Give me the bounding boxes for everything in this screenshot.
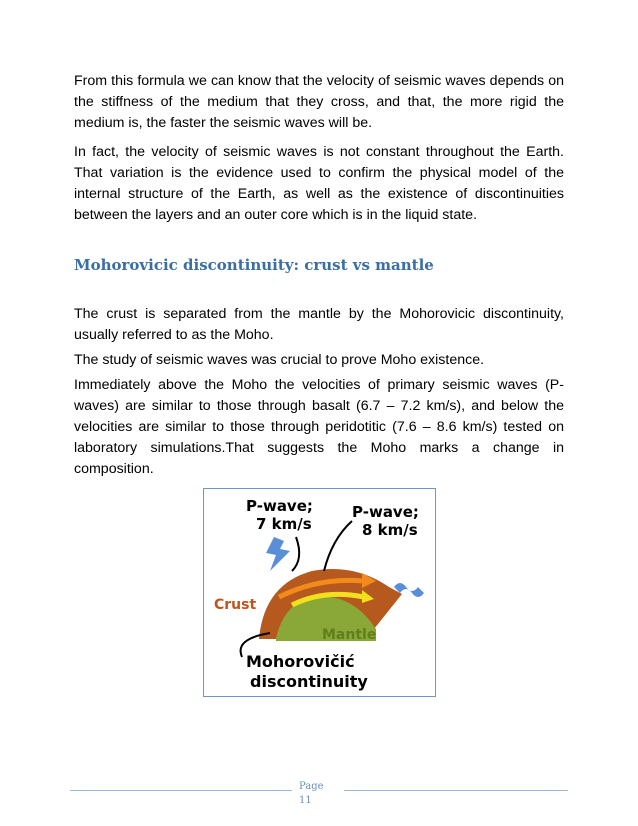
page-word: Page [299,781,324,792]
moho-diagram [204,489,434,695]
moho-label-line1: Mohorovičić [246,652,355,671]
moho-diagram-figure [203,488,436,697]
pwave-left-label-line2: 7 km/s [256,515,312,533]
paragraph-pwave-velocities: Immediately above the Moho the velocities of primary seismic waves (P-waves) are similar to those through basalt (6.7 – 7.2 km/s), and below the velocities are similar to those through peridotitic (7.6 – 8.6 km/s) tested on laboratory simulations.That suggests the Moho marks a change in composition. [74,377,564,477]
paragraph-velocity-variation: In fact, the velocity of seismic waves is not constant throughout the Earth. That variation is the evidence used to confirm the physical model of the internal structure of the Earth, as well as the existence of discontinuities between the layers and an outer core which is in the liquid state. [74,144,564,223]
pwave-left-label-line1: P-wave; [246,497,313,515]
right-pwave-pointer [324,521,352,571]
section-heading-moho: Mohorovicic discontinuity: crust vs mantle [74,256,434,274]
paragraph-seismic-study: The study of seismic waves was crucial to prove Moho existence. [74,352,485,368]
moho-label-line2: discontinuity [250,672,368,691]
earthquake-bolt-icon [266,537,290,571]
left-pwave-pointer [292,537,299,571]
page-number-block [299,780,324,808]
pwave-right-label-line1: P-wave; [352,503,419,521]
paragraph-crust-mantle: The crust is separated from the mantle by the Mohorovicic discontinuity, usually referred to as the Moho. [74,306,564,343]
footer-rule-left [70,790,292,791]
pwave-right-label-line2: 8 km/s [362,521,418,539]
crust-label: Crust [214,597,257,613]
paragraph-formula-stiffness: From this formula we can know that the velocity of seismic waves depends on the stiffness of the medium that they cross, and that, the more rigid the medium is, the faster the seismic waves will be. [74,73,564,131]
mantle-label: Mantle [322,627,377,643]
page-number: 11 [299,795,312,806]
footer-rule-right [344,790,568,791]
